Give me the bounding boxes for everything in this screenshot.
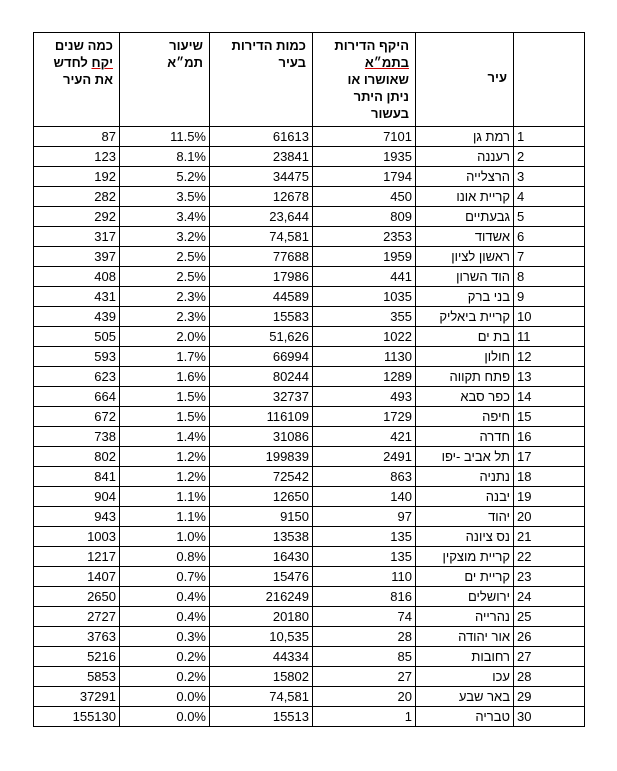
table-row [34,427,585,447]
cell-years-to-renew: 943 [34,507,120,527]
cell-row-number: 6 [514,227,585,247]
cell-total-apartments: 61613 [210,127,313,147]
cell-city: קריית מוצקין [416,547,514,567]
table-row [34,147,585,167]
header-years-line3: את העיר [62,72,113,87]
cell-years-to-renew: 738 [34,427,120,447]
cell-tama-volume: 2353 [313,227,416,247]
cell-city: רעננה [416,147,514,167]
cell-years-to-renew: 841 [34,467,120,487]
table-row [34,447,585,467]
cell-row-number: 20 [514,507,585,527]
cell-row-number: 8 [514,267,585,287]
table-row [34,307,585,327]
cell-total-apartments: 44334 [210,647,313,667]
cell-row-number: 17 [514,447,585,467]
cell-tama-volume: 1959 [313,247,416,267]
table-header [34,33,585,127]
header-tama-line3: שאושרו או [347,72,409,87]
cell-tama-volume: 2491 [313,447,416,467]
cell-row-number: 28 [514,667,585,687]
table-row [34,207,585,227]
cell-tama-volume: 27 [313,667,416,687]
cell-years-to-renew: 802 [34,447,120,467]
cell-years-to-renew: 292 [34,207,120,227]
table-row [34,247,585,267]
cell-city: בני ברק [416,287,514,307]
cell-total-apartments: 20180 [210,607,313,627]
cell-tama-volume: 1022 [313,327,416,347]
cell-total-apartments: 116109 [210,407,313,427]
cell-row-number: 18 [514,467,585,487]
cell-row-number: 12 [514,347,585,367]
cell-tama-rate: 0.0% [120,707,210,727]
cell-total-apartments: 66994 [210,347,313,367]
cell-row-number: 11 [514,327,585,347]
table-row [34,407,585,427]
cell-row-number: 14 [514,387,585,407]
cell-total-apartments: 17986 [210,267,313,287]
cell-total-apartments: 77688 [210,247,313,267]
cell-tama-volume: 441 [313,267,416,287]
cell-city: נס ציונה [416,527,514,547]
cell-tama-rate: 0.8% [120,547,210,567]
table-row [34,487,585,507]
cell-row-number: 10 [514,307,585,327]
header-tama-line4: ניתן היתר [353,89,409,104]
cell-tama-volume: 28 [313,627,416,647]
table-row [34,527,585,547]
header-tama-underlined-word: בתמ״א [364,55,409,70]
cell-tama-volume: 135 [313,547,416,567]
header-total-apartments [210,33,313,127]
cell-tama-rate: 0.0% [120,687,210,707]
header-years-underlined-word: יקח [91,55,113,70]
cell-tama-volume: 20 [313,687,416,707]
cell-tama-rate: 3.5% [120,187,210,207]
table-row [34,367,585,387]
cell-city: רמת גן [416,127,514,147]
cell-tama-volume: 816 [313,587,416,607]
header-years-line2: לחדש [53,55,92,70]
cell-total-apartments: 10,535 [210,627,313,647]
cell-city: קריית ביאליק [416,307,514,327]
header-tama-rate [120,33,210,127]
cell-tama-volume: 135 [313,527,416,547]
cell-city: פתח תקווה [416,367,514,387]
cell-years-to-renew: 3763 [34,627,120,647]
cell-years-to-renew: 593 [34,347,120,367]
cell-city: הוד השרון [416,267,514,287]
cell-row-number: 2 [514,147,585,167]
cell-tama-rate: 2.3% [120,307,210,327]
cell-row-number: 4 [514,187,585,207]
table-row [34,227,585,247]
cell-tama-rate: 1.4% [120,427,210,447]
cell-row-number: 22 [514,547,585,567]
cell-row-number: 3 [514,167,585,187]
table-row [34,507,585,527]
cell-tama-rate: 1.7% [120,347,210,367]
table-row [34,587,585,607]
cell-city: קריית אונו [416,187,514,207]
cell-years-to-renew: 664 [34,387,120,407]
cell-tama-rate: 2.3% [120,287,210,307]
cell-tama-rate: 2.0% [120,327,210,347]
cell-tama-volume: 1 [313,707,416,727]
table-row [34,467,585,487]
header-years-to-renew [34,33,120,127]
cell-tama-volume: 421 [313,427,416,447]
cell-tama-volume: 1035 [313,287,416,307]
cell-tama-volume: 85 [313,647,416,667]
cell-tama-rate: 11.5% [120,127,210,147]
cell-city: הרצלייה [416,167,514,187]
table-row [34,387,585,407]
cell-city: אור יהודה [416,627,514,647]
cell-city: גבעתיים [416,207,514,227]
cell-years-to-renew: 2650 [34,587,120,607]
cell-years-to-renew: 397 [34,247,120,267]
cell-total-apartments: 72542 [210,467,313,487]
cell-tama-rate: 2.5% [120,247,210,267]
cell-tama-rate: 3.2% [120,227,210,247]
cell-city: נתניה [416,467,514,487]
cell-years-to-renew: 317 [34,227,120,247]
cell-row-number: 19 [514,487,585,507]
table-row [34,167,585,187]
cell-total-apartments: 12678 [210,187,313,207]
cell-tama-volume: 74 [313,607,416,627]
cell-city: אשדוד [416,227,514,247]
cell-row-number: 13 [514,367,585,387]
table-row [34,707,585,727]
header-years-line1: כמה שנים [54,38,113,53]
cell-tama-rate: 1.6% [120,367,210,387]
cell-years-to-renew: 192 [34,167,120,187]
cell-tama-rate: 1.1% [120,487,210,507]
header-tama-line5: בעשור [371,106,409,121]
cell-city: כפר סבא [416,387,514,407]
cell-years-to-renew: 1407 [34,567,120,587]
cell-years-to-renew: 1003 [34,527,120,547]
cell-years-to-renew: 1217 [34,547,120,567]
table-row [34,567,585,587]
cell-total-apartments: 80244 [210,367,313,387]
cell-tama-volume: 1794 [313,167,416,187]
cell-city: יהוד [416,507,514,527]
cell-city: נהרייה [416,607,514,627]
cell-tama-volume: 1729 [313,407,416,427]
cell-total-apartments: 51,626 [210,327,313,347]
table-row [34,607,585,627]
cell-tama-volume: 1130 [313,347,416,367]
cell-city: בת ים [416,327,514,347]
cell-tama-rate: 0.2% [120,667,210,687]
header-city: עיר [416,33,514,127]
cell-tama-rate: 1.5% [120,407,210,427]
header-total-line2: בעיר [278,55,306,70]
table-row [34,647,585,667]
cell-row-number: 24 [514,587,585,607]
cell-total-apartments: 74,581 [210,687,313,707]
cell-total-apartments: 34475 [210,167,313,187]
cell-tama-volume: 140 [313,487,416,507]
header-tama-line1: היקף הדירות [334,38,409,53]
cell-total-apartments: 74,581 [210,227,313,247]
cell-years-to-renew: 623 [34,367,120,387]
cell-row-number: 23 [514,567,585,587]
cell-tama-volume: 863 [313,467,416,487]
cell-row-number: 5 [514,207,585,227]
table-row [34,627,585,647]
cell-total-apartments: 16430 [210,547,313,567]
cell-total-apartments: 15476 [210,567,313,587]
cell-years-to-renew: 439 [34,307,120,327]
table-row [34,187,585,207]
cell-city: חולון [416,347,514,367]
table-body [34,127,585,727]
header-total-line1: כמות הדירות [231,38,306,53]
cell-row-number: 30 [514,707,585,727]
cell-city: יבנה [416,487,514,507]
cell-tama-volume: 355 [313,307,416,327]
cell-tama-rate: 2.5% [120,267,210,287]
cell-tama-volume: 450 [313,187,416,207]
cell-total-apartments: 15802 [210,667,313,687]
header-rate-line2: תמ״א [167,55,203,70]
cell-city: חדרה [416,427,514,447]
cell-years-to-renew: 155130 [34,707,120,727]
cell-row-number: 21 [514,527,585,547]
cell-tama-rate: 0.2% [120,647,210,667]
cell-total-apartments: 15583 [210,307,313,327]
cell-years-to-renew: 505 [34,327,120,347]
cell-years-to-renew: 672 [34,407,120,427]
cell-city: חיפה [416,407,514,427]
cell-years-to-renew: 431 [34,287,120,307]
cell-total-apartments: 216249 [210,587,313,607]
table-row [34,327,585,347]
cell-years-to-renew: 904 [34,487,120,507]
cell-row-number: 26 [514,627,585,647]
cell-city: תל אביב -יפו [416,447,514,467]
cell-total-apartments: 12650 [210,487,313,507]
cell-row-number: 25 [514,607,585,627]
cell-row-number: 15 [514,407,585,427]
cell-city: עכו [416,667,514,687]
cell-total-apartments: 32737 [210,387,313,407]
urban-renewal-table [33,32,585,727]
cell-tama-rate: 0.7% [120,567,210,587]
cell-years-to-renew: 5216 [34,647,120,667]
cell-city: קריית ים [416,567,514,587]
cell-tama-volume: 1289 [313,367,416,387]
cell-city: רחובות [416,647,514,667]
cell-total-apartments: 199839 [210,447,313,467]
table-row [34,347,585,367]
cell-years-to-renew: 5853 [34,667,120,687]
cell-city: ירושלים [416,587,514,607]
table-row [34,547,585,567]
cell-total-apartments: 23841 [210,147,313,167]
cell-years-to-renew: 282 [34,187,120,207]
cell-tama-volume: 97 [313,507,416,527]
cell-years-to-renew: 37291 [34,687,120,707]
cell-years-to-renew: 87 [34,127,120,147]
cell-total-apartments: 23,644 [210,207,313,227]
cell-total-apartments: 31086 [210,427,313,447]
cell-tama-volume: 809 [313,207,416,227]
cell-row-number: 16 [514,427,585,447]
cell-tama-volume: 7101 [313,127,416,147]
cell-row-number: 7 [514,247,585,267]
cell-tama-rate: 1.2% [120,467,210,487]
cell-row-number: 1 [514,127,585,147]
cell-city: ראשון לציון [416,247,514,267]
cell-city: באר שבע [416,687,514,707]
cell-tama-volume: 110 [313,567,416,587]
cell-tama-rate: 1.2% [120,447,210,467]
cell-tama-rate: 1.0% [120,527,210,547]
cell-total-apartments: 15513 [210,707,313,727]
cell-row-number: 29 [514,687,585,707]
cell-tama-volume: 493 [313,387,416,407]
cell-row-number: 27 [514,647,585,667]
table-row [34,127,585,147]
cell-years-to-renew: 2727 [34,607,120,627]
header-row [34,33,585,127]
cell-tama-rate: 1.1% [120,507,210,527]
cell-total-apartments: 13538 [210,527,313,547]
cell-city: טבריה [416,707,514,727]
cell-tama-volume: 1935 [313,147,416,167]
cell-tama-rate: 0.4% [120,587,210,607]
table-row [34,267,585,287]
header-row-number [514,33,585,127]
cell-tama-rate: 3.4% [120,207,210,227]
cell-total-apartments: 44589 [210,287,313,307]
header-rate-line1: שיעור [169,38,203,53]
table-row [34,667,585,687]
cell-tama-rate: 0.4% [120,607,210,627]
cell-tama-rate: 1.5% [120,387,210,407]
cell-row-number: 9 [514,287,585,307]
cell-tama-rate: 5.2% [120,167,210,187]
cell-tama-rate: 0.3% [120,627,210,647]
table-row [34,687,585,707]
cell-years-to-renew: 123 [34,147,120,167]
cell-tama-rate: 8.1% [120,147,210,167]
table-row [34,287,585,307]
cell-total-apartments: 9150 [210,507,313,527]
cell-years-to-renew: 408 [34,267,120,287]
header-tama-volume [313,33,416,127]
